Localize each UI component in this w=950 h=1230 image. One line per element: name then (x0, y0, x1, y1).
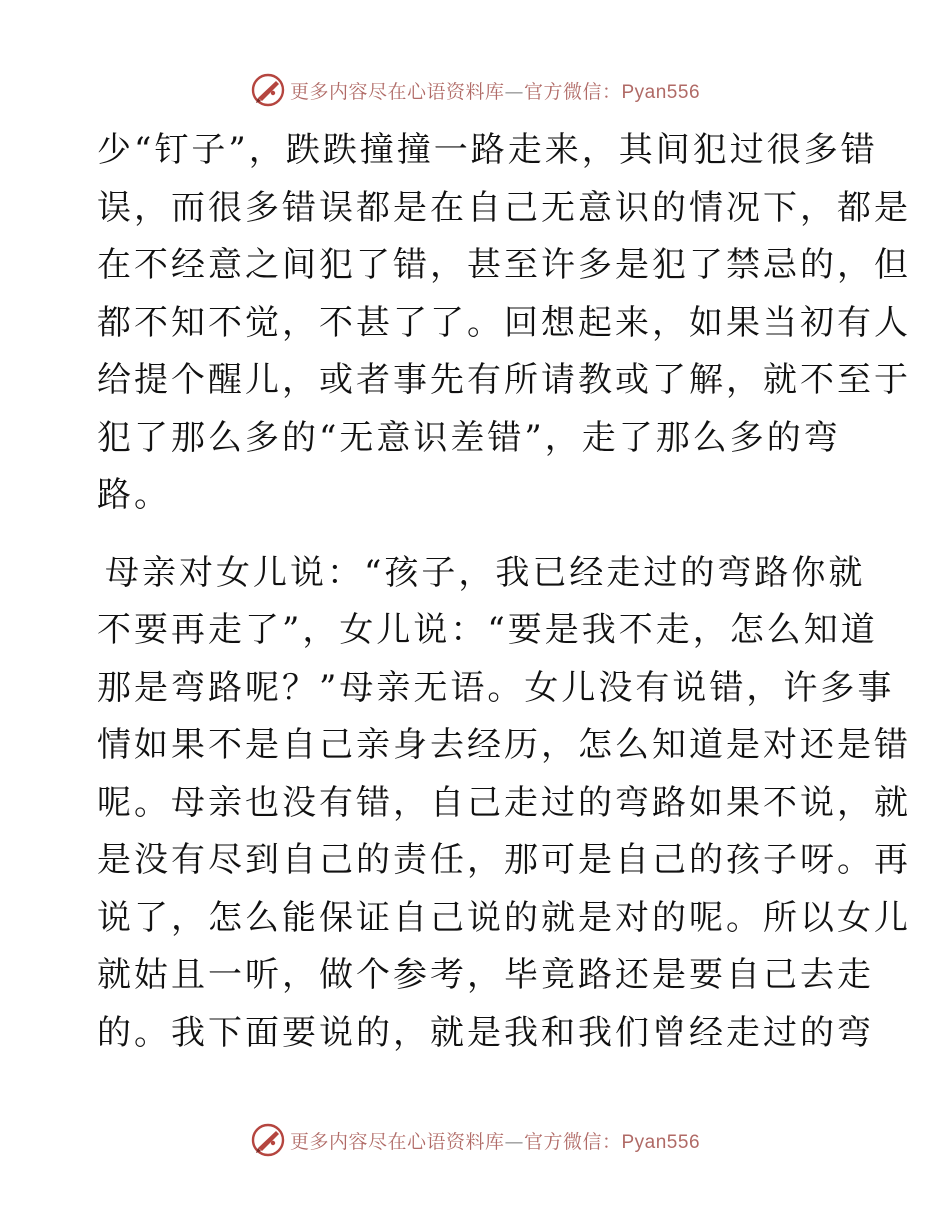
watermark-dash: — (504, 80, 524, 103)
text-line: 是没有尽到自己的责任，那可是自己的孩子呀。再 (97, 840, 911, 880)
watermark-main: 更多内容尽在心语资料库 (289, 1130, 505, 1153)
text-line: 路。 (97, 475, 171, 515)
watermark-label: 官方微信： (523, 80, 622, 103)
text-line: 犯了那么多的“无意识差错”，走了那么多的弯 (97, 417, 841, 458)
text-line: 不要再走了”，女儿说：“要是我不走，怎么知道 (97, 610, 878, 650)
text-line: 说了，怎么能保证自己说的就是对的呢。所以女儿 (97, 897, 911, 938)
footer-watermark (0, 1120, 950, 1160)
text-line: 给提个醒儿，或者事先有所请教或了解，就不至于 (97, 360, 911, 400)
header-watermark (0, 70, 950, 110)
text-line: 都不知不觉，不甚了了。回想起来，如果当初有人 (97, 302, 911, 343)
ink-pen-logo-icon (250, 72, 286, 108)
text-line: 呢。母亲也没有错，自己走过的弯路如果不说，就 (97, 782, 911, 823)
text-line: 误，而很多错误都是在自己无意识的情况下，都是 (97, 187, 911, 228)
watermark-dash: — (504, 1130, 524, 1153)
text-line: 的。我下面要说的，就是我和我们曾经走过的弯 (97, 1012, 874, 1053)
watermark-main: 更多内容尽在心语资料库 (289, 80, 505, 103)
document-body (97, 122, 911, 1062)
text-line: 就姑且一听，做个参考，毕竟路还是要自己去走 (97, 955, 874, 995)
paragraph-2 (97, 545, 911, 1063)
text-line: 在不经意之间犯了错，甚至许多是犯了禁忌的，但 (97, 245, 911, 285)
watermark-id: Pyan556 (621, 81, 701, 103)
text-line: 那是弯路呢？”母亲无语。女儿没有说错，许多事 (97, 667, 895, 708)
watermark-id: Pyan556 (621, 1131, 701, 1153)
text-line: 少“钉子”，跌跌撞撞一路走来，其间犯过很多错 (97, 130, 878, 170)
text-line: 情如果不是自己亲身去经历，怎么知道是对还是错 (97, 725, 911, 765)
text-line: 母亲对女儿说：“孩子，我已经走过的弯路你就 (105, 552, 866, 593)
ink-pen-logo-icon (250, 1122, 286, 1158)
watermark-text (290, 77, 700, 104)
paragraph-1 (97, 122, 911, 525)
watermark-text (290, 1127, 700, 1154)
watermark-label: 官方微信： (523, 1130, 622, 1153)
